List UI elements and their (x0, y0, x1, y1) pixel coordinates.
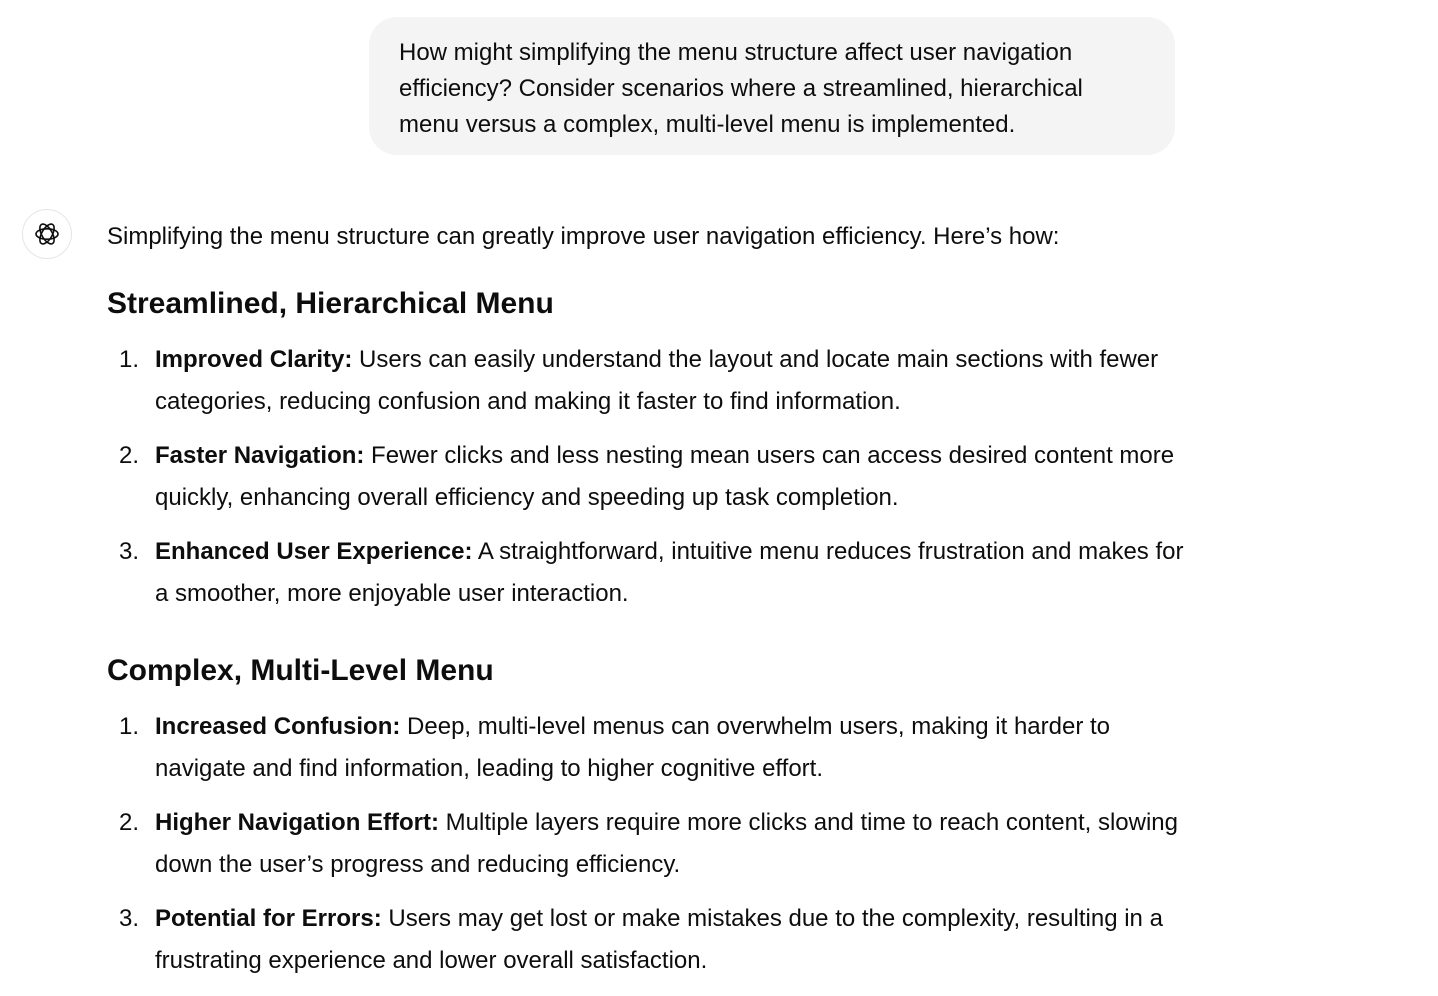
assistant-avatar (22, 209, 72, 259)
list-number: 1. (119, 346, 140, 373)
list-number: 1. (119, 713, 140, 740)
complex-list (107, 706, 1187, 982)
list-item-title: Increased Confusion: (155, 713, 401, 740)
list-item-text: Users can easily understand the layout and locate main sections with fewer categories, reducing confusion and making it faster to find information. (155, 346, 1159, 415)
user-message-text: How might simplifying the menu structure affect user navigation efficiency? Consider scenarios where a streamlined, hierarchical menu versus a complex, multi-level menu is implemented. (399, 39, 1083, 138)
list-item-text: Users may get lost or make mistakes due to the complexity, resulting in a frustrating experience and lower overall satisfaction. (155, 905, 1163, 974)
list-item (107, 898, 1187, 982)
list-item-title: Potential for Errors: (155, 905, 382, 932)
streamlined-list (107, 339, 1187, 615)
list-number: 3. (119, 538, 140, 565)
assistant-intro: Simplifying the menu structure can greatly improve user navigation efficiency. Here’s how: (107, 223, 1060, 250)
openai-logo-icon (32, 219, 62, 249)
list-item (107, 802, 1187, 886)
list-number: 3. (119, 905, 140, 932)
list-item-title: Improved Clarity: (155, 346, 353, 373)
section-heading-complex: Complex, Multi-Level Menu (107, 654, 494, 687)
user-message-bubble (369, 17, 1175, 155)
list-item-title: Enhanced User Experience: (155, 538, 473, 565)
list-item-title: Higher Navigation Effort: (155, 809, 440, 836)
assistant-message (107, 218, 1187, 994)
list-item-text: A straightforward, intuitive menu reduces frustration and makes for a smoother, more enjoyable user interaction. (155, 538, 1184, 607)
list-item (107, 706, 1187, 790)
list-item (107, 339, 1187, 423)
list-item-text: Deep, multi-level menus can overwhelm users, making it harder to navigate and find information, leading to higher cognitive effort. (155, 713, 1111, 782)
list-item (107, 435, 1187, 519)
list-item-text: Multiple layers require more clicks and time to reach content, slowing down the user’s progress and reducing efficiency. (155, 809, 1178, 878)
list-number: 2. (119, 442, 140, 469)
section-heading-streamlined: Streamlined, Hierarchical Menu (107, 287, 554, 320)
list-number: 2. (119, 809, 140, 836)
list-item (107, 531, 1187, 615)
list-item-text: Fewer clicks and less nesting mean users can access desired content more quickly, enhancing overall efficiency and speeding up task completion. (155, 442, 1175, 511)
list-item-title: Faster Navigation: (155, 442, 365, 469)
